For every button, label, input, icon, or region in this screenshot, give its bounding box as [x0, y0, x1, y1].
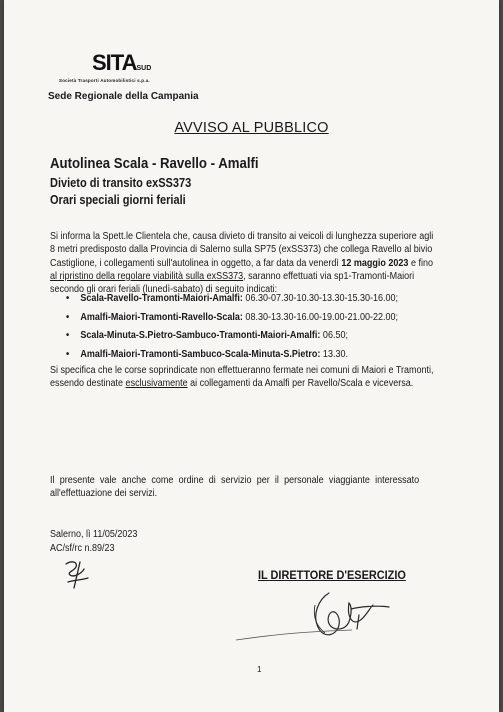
document-page	[4, 0, 499, 712]
list-item: • Amalfi-Maiori-Tramonti-Ravello-Scala: 08.30-13.30-16.00-19.00-21.00-22.00;	[66, 309, 453, 328]
restriction-heading: Divieto di transito exSS373	[50, 176, 192, 190]
intro-paragraph: Si informa la Spett.le Clientela che, causa divieto di transito ai veicoli di lunghezza superiore agli 8 metri predisposto dalla Provincia di Salerno sulla SP75 (exSS373) che collega Ravello al bivio Castiglione, i collegamenti sull'autolinea in oggetto, a far data da venerdì 12 maggio 2023 e fino al ripristino della regolare viabilità sulla exSS373, saranno effettuati via sp1-Tramonti-Maiori secondo gli orari feriali (lunedì-sabato) di seguito indicati:	[50, 231, 434, 296]
logo-wordmark: SITASUD	[92, 50, 152, 75]
page-number: 1	[257, 665, 262, 674]
notice-title: AVVISO AL PUBBLICO	[174, 120, 329, 136]
route-schedule-list	[66, 290, 453, 364]
list-item: • Amalfi-Maiori-Tramonti-Sambuco-Scala-Minuta-S.Pietro: 13.30.	[66, 346, 453, 365]
initials-signature	[62, 558, 92, 592]
list-item: • Scala-Minuta-S.Pietro-Sambuco-Tramonti-Maiori-Amalfi: 06.50;	[66, 327, 453, 346]
specification-paragraph: Si specifica che le corse soprindicate non effettueranno fermate nei comuni di Maiori e Tramonti, essendo destinate esclusivamente ai collegamenti da Amalfi per Ravello/Scala e viceversa.	[50, 365, 434, 390]
list-item: • Scala-Ravello-Tramonti-Maiori-Amalfi: 06.30-07.30-10.30-13.30-15.30-16.00;	[66, 290, 453, 309]
route-heading: Autolinea Scala - Ravello - Amalfi	[50, 155, 259, 172]
protocol-ref: AC/sf/rc n.89/23	[50, 542, 115, 554]
service-order-paragraph: Il presente vale anche come ordine di servizio per il personale viaggiante interessato all'effettuazione dei servizi.	[50, 475, 420, 500]
date-block	[50, 528, 137, 555]
director-title: IL DIRETTORE D'ESERCIZIO	[258, 570, 406, 582]
logo-subtitle: Società Trasporti Automobilistici s.p.a.	[59, 78, 150, 83]
stamp-mark	[234, 626, 354, 646]
document-date: Salerno, lì 11/05/2023	[50, 529, 138, 540]
schedule-heading: Orari speciali giorni feriali	[50, 193, 186, 207]
regional-office: Sede Regionale della Campania	[48, 91, 199, 102]
